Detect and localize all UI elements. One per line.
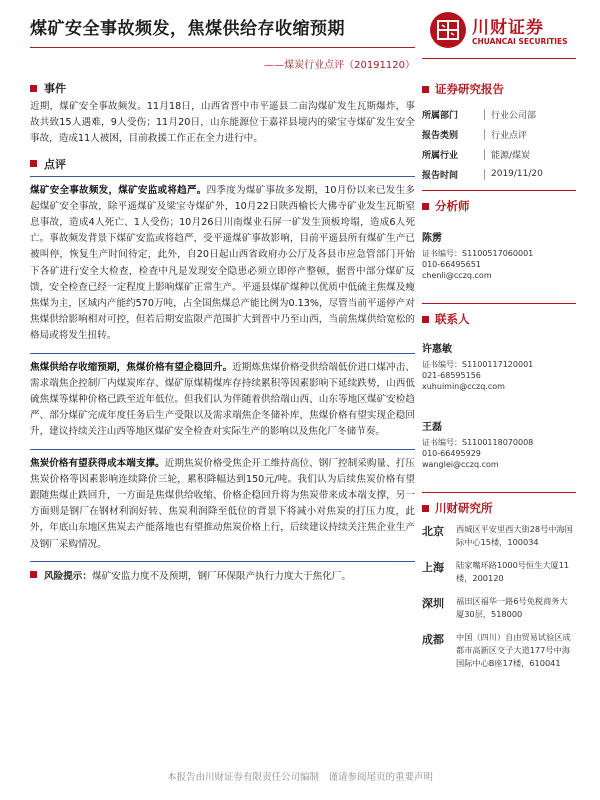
risk-note-text (44, 568, 351, 582)
paragraph-safety-lead: 煤矿安全事故频发，煤矿安监或将趋严。 (30, 184, 207, 196)
info-row-industry (422, 144, 576, 164)
square-bullet-icon (422, 203, 429, 210)
square-bullet-icon (30, 85, 37, 92)
analyst-heading-label: 分析师 (435, 199, 470, 213)
institute-heading-label: 川财研究所 (435, 501, 493, 515)
office-chengdu (422, 631, 576, 670)
company-logo (430, 12, 575, 52)
risk-note-lead: 风险提示： (44, 570, 92, 582)
contact-heading (422, 310, 576, 328)
logo-name-en: CHUANCAI SECURITIES (472, 37, 568, 46)
contact-cert: 证书编号：S1100117120001 (422, 360, 534, 369)
office-city: 深圳 (422, 597, 444, 610)
info-value: 2019/11/20 (491, 169, 543, 179)
risk-note-body: 煤矿安监力度不及预期，钢厂环保限产执行力度大于焦化厂。 (91, 570, 351, 582)
title-divider (30, 47, 415, 48)
info-separator (484, 109, 485, 120)
contact-card (422, 418, 576, 470)
info-key: 报告时间 (422, 170, 459, 181)
paragraph-coke-lead: 焦炭价格有望获得成本端支撑。 (30, 457, 165, 469)
analyst-phone: 010-66495651 (422, 260, 481, 269)
report-title: 煤矿安全事故频发，焦煤供给存收缩预期 (30, 19, 345, 39)
event-heading (30, 80, 415, 96)
office-address: 福田区福华一路6号免税商务大厦30层，518000 (456, 596, 568, 619)
info-key: 所属行业 (422, 150, 459, 161)
analyst-card (422, 229, 576, 281)
analyst-email[interactable]: chenli@cczq.com (422, 271, 492, 280)
paragraph-divider (30, 561, 415, 562)
square-bullet-icon (422, 316, 429, 323)
contact-email[interactable]: xuhuimin@cczq.com (422, 382, 505, 391)
office-address: 陆家嘴环路1000号恒生大厦11楼，200120 (456, 560, 570, 583)
analyst-cert: 证书编号：S1100517060001 (422, 249, 534, 258)
info-separator (484, 129, 485, 140)
paragraph-safety-body: 四季度为煤矿事故多发期，10月份以来已发生多起煤矿安全事故，除平遥煤矿及梁宝寺煤矿外，10月22日陕西榆长大佛寺矿业发生瓦斯窒息事故，造成4人死亡、1人受伤；10月26日川南煤业石屏一矿发生顶板垮塌，造成6人死亡。事故频发背景下煤矿安监或将趋严，受平遥煤矿事故影响，目前平遥县所有煤矿生产已被叫停，恢复生产时间待定，此外，自20日起山西省政府办公厅及各县市应急管部门开始下各矿进行安全大检查，检查中凡是发现安全隐患必须立即停产整顿，据晋中部分煤矿反馈，安全检查已经一定程度上影响煤矿正常生产。平遥县煤矿煤种以优质中低硫主焦煤及瘦焦煤为主，区域内产能约570万吨，占全国焦煤总产能比例为0.13%，尽管当前平遥停产对焦煤供给影响相对可控，但若后期安监限产范围扩大到晋中乃至山西，当前焦煤供给宽松的格局或将发生扭转。 (30, 184, 416, 342)
paragraph-divider (30, 449, 415, 450)
sidebar (422, 80, 576, 680)
logo-divider (422, 58, 576, 59)
comment-divider (30, 176, 415, 177)
event-paragraph: 近期，煤矿安全事故频发。11月18日，山西省晋中市平遥县二亩沟煤矿发生瓦斯爆炸，事故共致15人遇难，9人受伤；11月20日，山东能源位于嘉祥县境内的梁宝寺煤矿发生安全事故，造成11人被困，目前救援工作正在全力进行中。 (30, 101, 415, 145)
info-value: 能源/煤炭 (491, 150, 531, 161)
contact-cert: 证书编号：S1100118070008 (422, 438, 534, 447)
square-bullet-icon (30, 571, 37, 578)
office-address: 西城区平安里西大街28号中海国际中心15楼，100034 (456, 524, 573, 547)
info-row-category (422, 124, 576, 144)
report-info-heading (422, 80, 576, 98)
info-key: 报告类别 (422, 130, 459, 141)
contact-name: 王磊 (422, 422, 442, 433)
paragraph-coke-body: 近期焦炭价格受焦企开工维持高位、钢厂控制采购量、打压焦炭价格等因素影响连续降价三轮，累积降幅达到150元/吨。我们认为后续焦炭价格有望跟随焦煤止跌回升，一方面是焦煤供给收缩、价格企稳回升将为焦炭带来成本端支撑，另一方面则是钢厂在钢材利润好转、焦炭利润降至低位的背景下将减小对焦炭的打压力度，此外，年底山东地区焦炭去产能落地也有望推动焦炭价格上行，后续建议持续关注焦企业生产及钢厂采购情况。 (30, 457, 416, 550)
office-beijing (422, 523, 576, 549)
info-key: 所属部门 (422, 110, 459, 121)
risk-note (30, 568, 415, 582)
info-value: 行业点评 (491, 130, 528, 141)
analyst-heading (422, 197, 576, 215)
page-footer: 本报告由川财证券有限责任公司编制 谨请参阅尾页的重要声明 (166, 772, 433, 783)
contact-email[interactable]: wanglei@cczq.com (422, 460, 499, 469)
paragraph-coke (30, 456, 415, 553)
square-bullet-icon (30, 160, 37, 167)
info-separator (484, 169, 485, 180)
logo-mark-icon (430, 12, 466, 48)
sidebar-divider (422, 190, 576, 191)
institute-heading (422, 499, 576, 517)
contact-phone: 010-66495929 (422, 449, 481, 458)
office-city: 成都 (422, 633, 444, 646)
office-city: 北京 (422, 525, 444, 538)
info-row-department (422, 104, 576, 124)
report-info-heading-label: 证券研究报告 (435, 82, 504, 96)
contact-phone: 021-68595156 (422, 371, 481, 380)
comment-heading-label: 点评 (44, 157, 66, 171)
paragraph-divider (30, 353, 415, 354)
contact-name: 许惠敏 (422, 344, 452, 355)
main-column (30, 80, 415, 582)
paragraph-coking-coal-lead: 焦煤供给存收缩预期，焦煤价格有望企稳回升。 (30, 361, 233, 373)
report-subtitle: ——煤炭行业点评（20191120） (264, 60, 415, 71)
office-city: 上海 (422, 561, 444, 574)
info-row-date (422, 164, 576, 184)
analyst-name: 陈雳 (422, 233, 442, 244)
paragraph-coking-coal-body: 近期炼焦煤价格受供给端低价进口煤冲击、需求端焦企控制厂内煤炭库存、煤矿原煤精煤库存持续累积等因素影响下延续跌势，山西低硫焦煤等煤种价格已跌至近年低位。但我们认为伴随着供给端山西、山东等地区煤矿安检趋严、部分煤矿完成年度任务后生产受限以及需求端焦企冬储补库，焦煤价格有望实现企稳回升，建议持续关注山西等地区煤矿安全检查对实际生产的影响以及焦化厂冬储节奏。 (30, 361, 416, 438)
office-shanghai (422, 559, 576, 585)
square-bullet-icon (422, 86, 429, 93)
office-address: 中国（四川）自由贸易试验区成都市高新区交子大道177号中海国际中心B座17楼，610041 (456, 632, 571, 668)
logo-name-cn: 川财证券 (472, 18, 544, 38)
contact-heading-label: 联系人 (435, 312, 470, 326)
event-heading-label: 事件 (44, 82, 66, 95)
info-separator (484, 149, 485, 160)
paragraph-safety (30, 183, 415, 345)
sidebar-divider (422, 492, 576, 493)
office-shenzhen (422, 595, 576, 621)
comment-heading (30, 156, 415, 172)
sidebar-divider (422, 303, 576, 304)
info-value: 行业公司部 (491, 110, 537, 121)
contact-card (422, 340, 576, 392)
paragraph-coking-coal (30, 360, 415, 441)
square-bullet-icon (422, 505, 429, 512)
